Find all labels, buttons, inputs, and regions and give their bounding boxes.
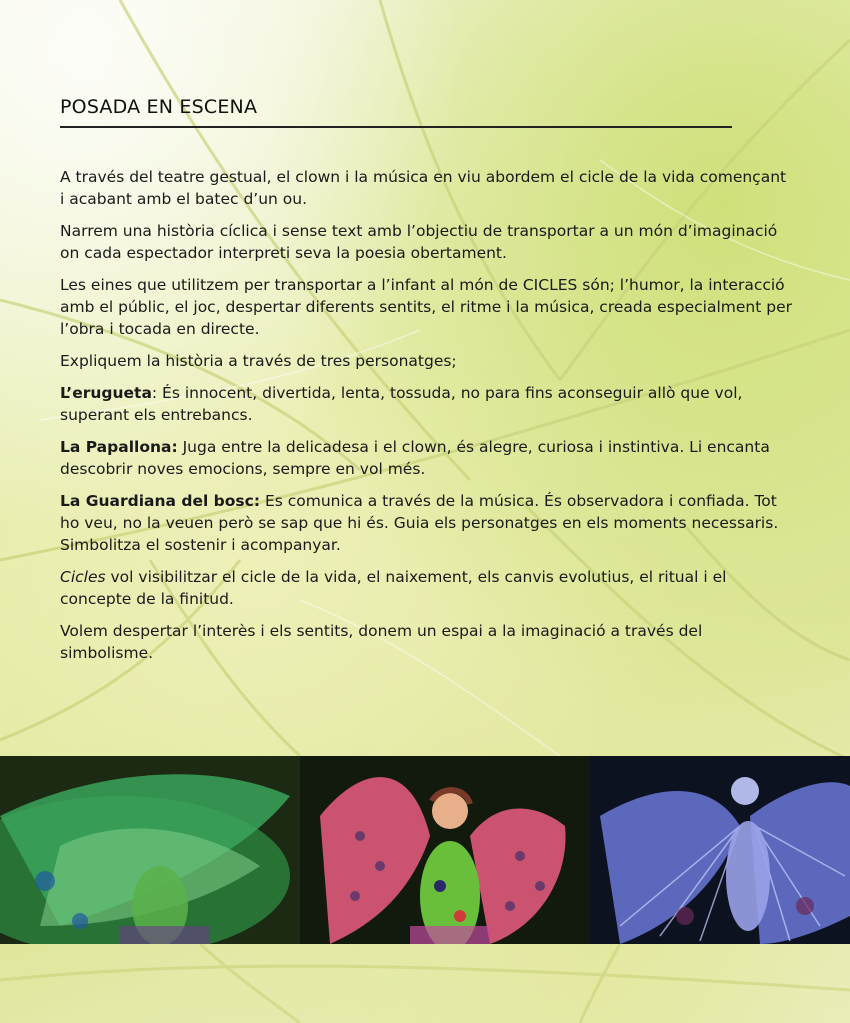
performance-photo-strip	[0, 756, 850, 944]
paragraph-tools	[60, 274, 795, 340]
paragraph-story	[60, 220, 795, 264]
show-title: Cicles	[60, 568, 106, 586]
paragraph-text: Volem despertar l’interès i els sentits, donem un espai a la imaginació a través del simbolisme.	[60, 622, 703, 662]
paragraph-text: Expliquem la història a través de tres personatges;	[60, 352, 457, 370]
section-title: POSADA EN ESCENA	[60, 96, 258, 118]
paragraph-text: A través del teatre gestual, el clown i la música en viu abordem el cicle de la vida començant i acabant amb el batec d’un ou.	[60, 168, 787, 208]
body-text	[60, 166, 795, 674]
photo-green-butterfly	[0, 756, 300, 944]
paragraph-characters-intro	[60, 350, 795, 372]
character-description: : És innocent, divertida, lenta, tossuda, no para fins aconseguir allò que vol, superant els entrebancs.	[60, 384, 743, 424]
character-name: La Papallona:	[60, 438, 178, 456]
paragraph-closing	[60, 620, 795, 664]
paragraph-intro	[60, 166, 795, 210]
character-description: Es comunica a través de la música. És observadora i confiada. Tot ho veu, no la veuen però se sap que hi és. Guia els personatges en els moments necessaris. Simbolitza el sostenir i acompanyar.	[60, 492, 779, 554]
paragraph-text: vol visibilitzar el cicle de la vida, el naixement, els canvis evolutius, el ritual i el concepte de la finitud.	[60, 568, 727, 608]
photo-blue-butterfly	[590, 756, 850, 944]
paragraph-cicles	[60, 566, 795, 610]
paragraph-papallona	[60, 436, 795, 480]
character-name: L’erugueta	[60, 384, 152, 402]
character-description: Juga entre la delicadesa i el clown, és alegre, curiosa i instintiva. Li encanta descobrir noves emocions, sempre en vol més.	[60, 438, 770, 478]
character-name: La Guardiana del bosc:	[60, 492, 261, 510]
paragraph-text: Les eines que utilitzem per transportar a l’infant al món de CICLES són; l’humor, la interacció amb el públic, el joc, despertar diferents sentits, el ritme i la música, creada especialment per l’obra i tocada en directe.	[60, 276, 792, 338]
paragraph-erugueta	[60, 382, 795, 426]
title-underline	[60, 126, 732, 128]
paragraph-text: Narrem una història cíclica i sense text amb l’objectiu de transportar a un món d’imaginació on cada espectador interpreti seva la poesia obertament.	[60, 222, 778, 262]
photo-pink-butterfly	[300, 756, 590, 944]
paragraph-guardiana	[60, 490, 795, 556]
